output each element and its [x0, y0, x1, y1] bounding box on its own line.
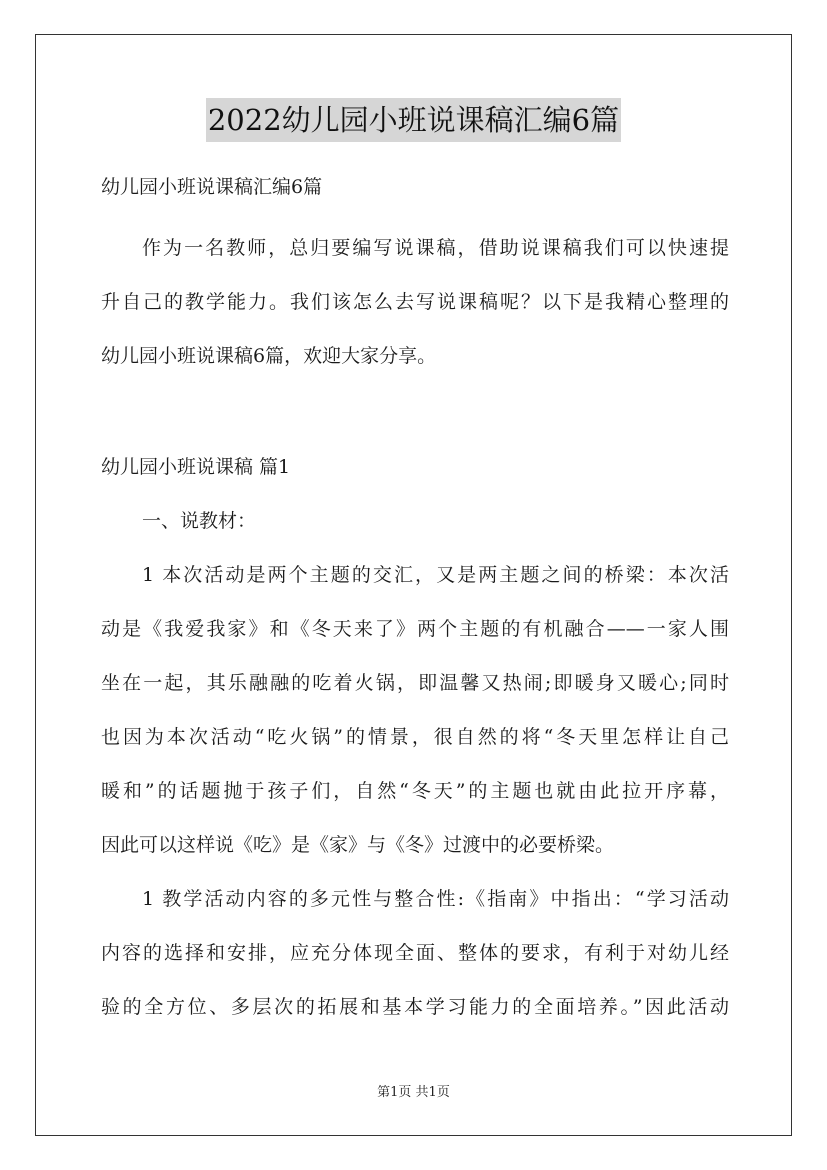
sub-heading: 一、说教材： — [142, 510, 257, 532]
para2-line-3: 验的全方位、多层次的拓展和基本学习能力的全面培养。”因此活动 — [101, 996, 729, 1018]
section-heading: 幼儿园小班说课稿 篇1 — [101, 456, 291, 478]
para1-line-5: 暖和”的话题抛于孩子们，自然“冬天”的主题也就由此拉开序幕， — [101, 780, 729, 802]
intro-line-1: 作为一名教师，总归要编写说课稿，借助说课稿我们可以快速提 — [142, 237, 729, 259]
para1-line-4: 也因为本次活动“吃火锅”的情景，很自然的将“冬天里怎样让自己 — [101, 726, 729, 748]
title-container — [0, 98, 827, 142]
para1-line-2: 动是《我爱我家》和《冬天来了》两个主题的有机融合——一家人围 — [101, 618, 729, 640]
document-title: 2022幼儿园小班说课稿汇编6篇 — [206, 98, 621, 142]
para2-line-2: 内容的选择和安排，应充分体现全面、整体的要求，有利于对幼儿经 — [101, 942, 729, 964]
document-subtitle: 幼儿园小班说课稿汇编6篇 — [101, 176, 323, 198]
intro-line-2: 升自己的教学能力。我们该怎么去写说课稿呢？以下是我精心整理的 — [101, 291, 729, 313]
para1-line-3: 坐在一起，其乐融融的吃着火锅，即温馨又热闹;即暖身又暖心;同时 — [101, 672, 729, 694]
page-footer: 第1页 共1页 — [377, 1085, 450, 1100]
para2-line-1: 1 教学活动内容的多元性与整合性:《指南》中指出：“学习活动 — [142, 888, 729, 910]
intro-line-3: 幼儿园小班说课稿6篇，欢迎大家分享。 — [101, 345, 437, 367]
para1-line-6: 因此可以这样说《吃》是《家》与《冬》过渡中的必要桥梁。 — [101, 834, 615, 856]
para1-line-1: 1 本次活动是两个主题的交汇，又是两主题之间的桥梁：本次活 — [142, 564, 729, 586]
